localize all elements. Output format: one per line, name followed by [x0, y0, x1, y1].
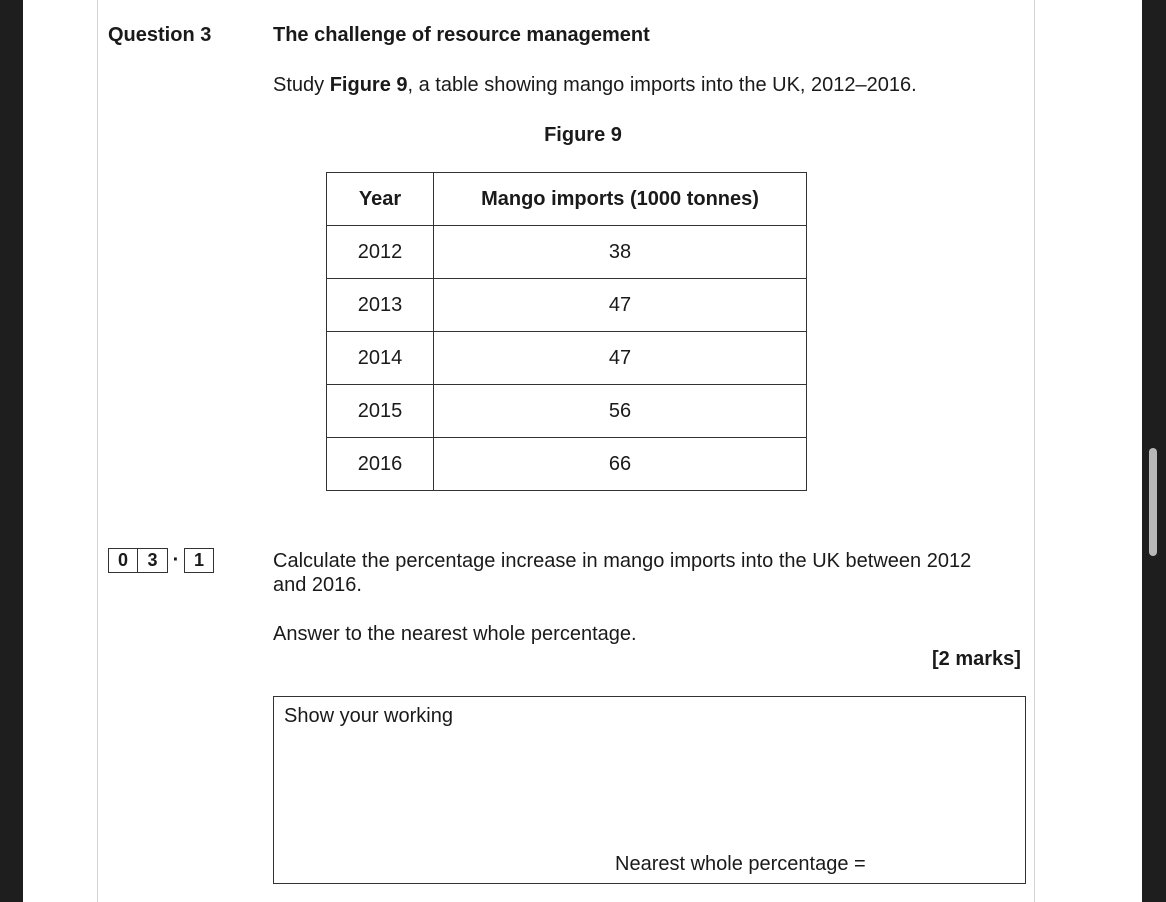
- table-row: [327, 332, 807, 385]
- intro-text: [273, 74, 917, 97]
- question-number-dot: ·: [172, 549, 180, 571]
- intro-prefix: Study: [273, 74, 330, 96]
- table-row: [327, 438, 807, 491]
- question-number-box: 0: [108, 548, 138, 573]
- cell-year: 2012: [327, 226, 434, 279]
- cell-imports: 66: [434, 438, 807, 491]
- table-header-row: [327, 173, 807, 226]
- cell-year: 2013: [327, 279, 434, 332]
- marks-label: [2 marks]: [932, 648, 1021, 670]
- figure-title-row: [0, 124, 1166, 147]
- intro-figure-ref: Figure 9: [329, 74, 408, 96]
- subquestion-text: Calculate the percentage increase in mango imports into the UK between 2012 and 2016.: [273, 550, 972, 596]
- cell-imports: 47: [434, 332, 807, 385]
- cell-year: 2014: [327, 332, 434, 385]
- cell-year: 2015: [327, 385, 434, 438]
- cell-year: 2016: [327, 438, 434, 491]
- header-year: Year: [327, 173, 434, 226]
- answer-hint: Show your working: [284, 705, 453, 727]
- scrollbar-thumb[interactable]: [1149, 448, 1157, 556]
- intro-suffix: , a table showing mango imports into the UK, 2012–2016.: [407, 74, 917, 96]
- figure-title: Figure 9: [544, 124, 622, 146]
- cell-imports: 38: [434, 226, 807, 279]
- answer-box[interactable]: [273, 696, 1026, 884]
- table-row: [327, 226, 807, 279]
- subquestion-instruction: Answer to the nearest whole percentage.: [273, 623, 637, 645]
- answer-result-label: Nearest whole percentage =: [615, 853, 866, 875]
- figure-table: [326, 172, 807, 491]
- table-row: [327, 385, 807, 438]
- table-row: [327, 279, 807, 332]
- cell-imports: 56: [434, 385, 807, 438]
- question-number: [108, 548, 214, 573]
- question-number-box: 1: [184, 548, 214, 573]
- question-number-box: 3: [138, 548, 168, 573]
- header-imports: Mango imports (1000 tonnes): [434, 173, 807, 226]
- question-title: The challenge of resource management: [273, 24, 650, 46]
- question-label: Question 3: [108, 24, 212, 46]
- cell-imports: 47: [434, 279, 807, 332]
